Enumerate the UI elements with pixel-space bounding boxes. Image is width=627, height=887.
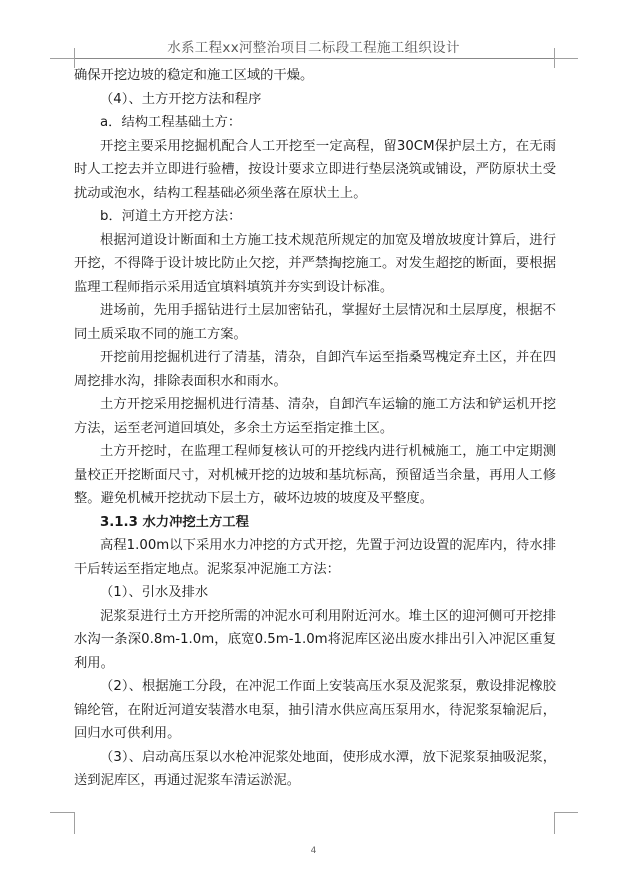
paragraph: a．结构工程基础土方： bbox=[100, 115, 242, 130]
paragraph: 土方开挖采用挖掘机进行清基、清杂，自卸汽车运输的施工方法和铲运机开挖方法，运至老河道回填处，多余土方运至指定推土区。 bbox=[74, 397, 556, 436]
paragraph: 土方开挖时，在监理工程师复核认可的开挖线内进行机械施工，施工中定期测量校正开挖断面尺寸，对机械开挖的边坡和基坑标高，预留适当余量，再用人工修整。避免机械开挖扰动下层土方，破坏边坡的坡度及平整度。 bbox=[74, 444, 556, 506]
crop-mark-bottom-right-v bbox=[554, 812, 555, 834]
crop-mark-top-left-h bbox=[50, 58, 74, 59]
crop-mark-top-right-h bbox=[554, 58, 578, 59]
paragraph: （3）、启动高压泵以水枪冲泥浆处地面，使形成水潭，放下泥浆泵抽吸泥浆，送到泥库区，再通过泥浆车清运淤泥。 bbox=[74, 749, 556, 788]
crop-mark-bottom-left-h bbox=[50, 812, 74, 813]
paragraph: 根据河道设计断面和土方施工技术规范所规定的加宽及增放坡度计算后，进行开挖，不得降于设计坡比防止欠挖，并严禁掏挖施工。对发生超挖的断面，要根据监理工程师指示采用适宜填料填筑并夯实到设计标准。 bbox=[74, 232, 556, 295]
paragraph: （2）、根据施工分段，在冲泥工作面上安装高压水泵及泥浆泵，敷设排泥橡胶锦纶管，在附近河道安装潜水电泵，抽引清水供应高压泵用水，待泥浆泵输泥后，回归水可供利用。 bbox=[74, 679, 556, 741]
paragraph: 进场前，先用手摇钻进行土层加密钻孔，掌握好土层情况和土层厚度，根据不同土质采取不同的施工方案。 bbox=[74, 303, 556, 342]
paragraph: 开挖主要采用挖掘机配合人工开挖至一定高程，留30CM保护层土方，在无雨时人工挖去并立即进行验槽，按设计要求立即进行垫层浇筑或铺设，严防原状土受扰动或泡水，结构工程基础必须坐落在原状土上。 bbox=[74, 138, 556, 201]
crop-mark-bottom-left-v bbox=[74, 812, 75, 834]
crop-mark-bottom-right-h bbox=[554, 812, 578, 813]
paragraph: 泥浆泵进行土方开挖所需的冲泥水可利用附近河水。堆土区的迎河侧可开挖排水沟一条深0.8m-1.0m，底宽0.5m-1.0m将泥库区泌出废水排出引入冲泥区重复利用。 bbox=[74, 608, 556, 671]
paragraph: 高程1.00m以下采用水力冲挖的方式开挖，先置于河边设置的泥库内，待水排干后转运至指定地点。泥浆泵冲泥施工方法： bbox=[74, 538, 556, 577]
paragraph: （1）、引水及排水 bbox=[100, 585, 209, 600]
paragraph: 确保开挖边坡的稳定和施工区域的干燥。 bbox=[74, 68, 314, 83]
document-body bbox=[74, 64, 556, 793]
paragraph: b．河道土方开挖方法： bbox=[100, 209, 242, 224]
paragraph: 开挖前用挖掘机进行了清基，清杂，自卸汽车运至指桑骂槐定弃土区，并在四周挖排水沟，排除表面积水和雨水。 bbox=[74, 350, 556, 389]
page-header-title: 水系工程xx河整治项目二标段工程施工组织设计 bbox=[167, 40, 460, 56]
section-heading: 3.1.3 水力冲挖土方工程 bbox=[100, 514, 249, 530]
header-rule bbox=[74, 58, 554, 59]
page-number: 4 bbox=[310, 846, 317, 856]
paragraph: （4）、土方开挖方法和程序 bbox=[100, 91, 262, 107]
